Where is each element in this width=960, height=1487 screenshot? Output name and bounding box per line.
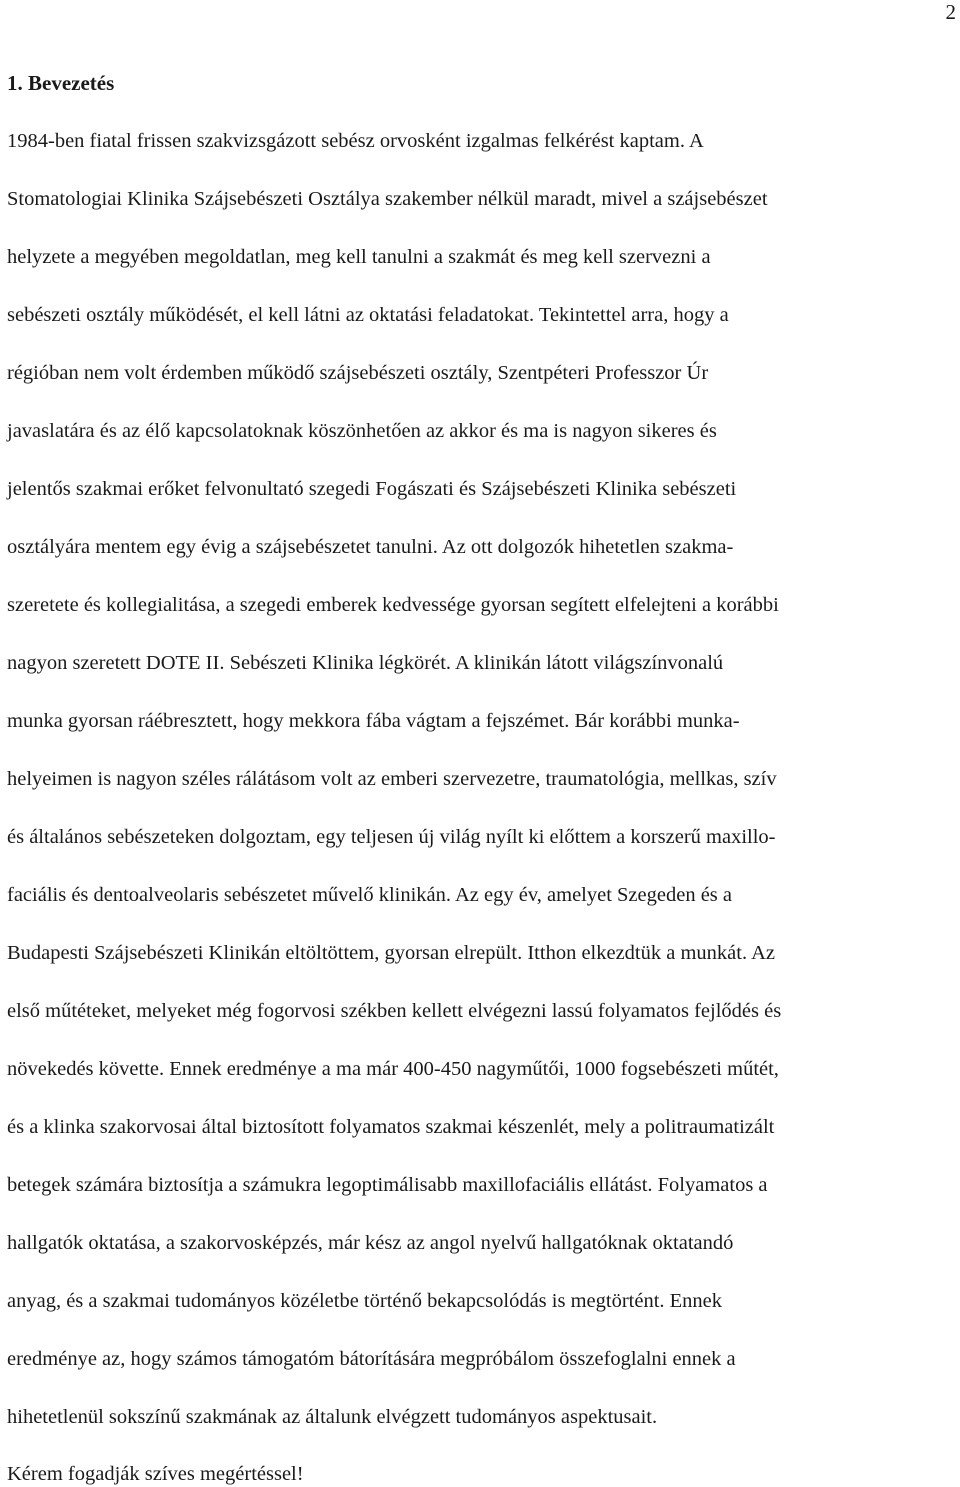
paragraph-line: eredménye az, hogy számos támogatóm bátorítására megpróbálom összefoglalni ennek a [7, 1348, 736, 1370]
closing-sentence: Kérem fogadják szíves megértéssel! [7, 1463, 304, 1485]
paragraph-line: anyag, és a szakmai tudományos közéletbe történő bekapcsolódás is megtörtént. Ennek [7, 1290, 723, 1312]
paragraph-line: betegek számára biztosítja a számukra legoptimálisabb maxillofaciális ellátást. Folyamatos a [7, 1174, 768, 1196]
paragraph-line: helyeimen is nagyon széles rálátásom volt az emberi szervezetre, traumatológia, mellkas, szív [7, 768, 777, 790]
paragraph-line: szeretete és kollegialitása, a szegedi emberek kedvessége gyorsan segített elfelejteni a korábbi [7, 594, 779, 616]
paragraph-line: nagyon szeretett DOTE II. Sebészeti Klinika légkörét. A klinikán látott világszínvonalú [7, 652, 724, 674]
paragraph-line: javaslatára és az élő kapcsolatoknak köszönhetően az akkor és ma is nagyon sikeres és [7, 420, 717, 442]
paragraph-line: 1984-ben fiatal frissen szakvizsgázott sebész orvosként izgalmas felkérést kaptam. A [7, 130, 704, 152]
paragraph-line: növekedés követte. Ennek eredménye a ma már 400-450 nagyműtői, 1000 fogsebészeti műtét, [7, 1058, 779, 1080]
paragraph-line: faciális és dentoalveolaris sebészetet művelő klinikán. Az egy év, amelyet Szegeden és a [7, 884, 733, 906]
paragraph-line: Stomatologiai Klinika Szájsebészeti Osztálya szakember nélkül maradt, mivel a szájsebészet [7, 188, 768, 210]
paragraph-line: hallgatók oktatása, a szakorvosképzés, már kész az angol nyelvű hallgatóknak oktatandó [7, 1232, 734, 1254]
paragraph-line: első műtéteket, melyeket még fogorvosi székben kellett elvégezni lassú folyamatos fejlődés és [7, 1000, 782, 1022]
section-heading: 1. Bevezetés [7, 71, 115, 95]
paragraph-line: jelentős szakmai erőket felvonultató szegedi Fogászati és Szájsebészeti Klinika sebészeti [7, 478, 737, 500]
paragraph-line: Budapesti Szájsebészeti Klinikán eltöltöttem, gyorsan elrepült. Itthon elkezdtük a munkát. Az [7, 942, 775, 964]
paragraph-line: osztályára mentem egy évig a szájsebészetet tanulni. Az ott dolgozók hihetetlen szakma- [7, 536, 734, 558]
paragraph-line: régióban nem volt érdemben működő szájsebészeti osztály, Szentpéteri Professzor Úr [7, 362, 709, 384]
page-number: 2 [945, 0, 956, 24]
paragraph-line: helyzete a megyében megoldatlan, meg kell tanulni a szakmát és meg kell szervezni a [7, 246, 711, 268]
paragraph-line: és a klinka szakorvosai által biztosított folyamatos szakmai készenlét, mely a politraumatizált [7, 1116, 775, 1138]
paragraph-line: hihetetlenül sokszínű szakmának az általunk elvégzett tudományos aspektusait. [7, 1406, 658, 1428]
paragraph-line: munka gyorsan ráébresztett, hogy mekkora fába vágtam a fejszémet. Bár korábbi munka- [7, 710, 740, 732]
paragraph-line: és általános sebészeteken dolgoztam, egy teljesen új világ nyílt ki előttem a korszerű maxillo- [7, 826, 776, 848]
paragraph-line: sebészeti osztály működését, el kell látni az oktatási feladatokat. Tekintettel arra, hogy a [7, 304, 729, 326]
